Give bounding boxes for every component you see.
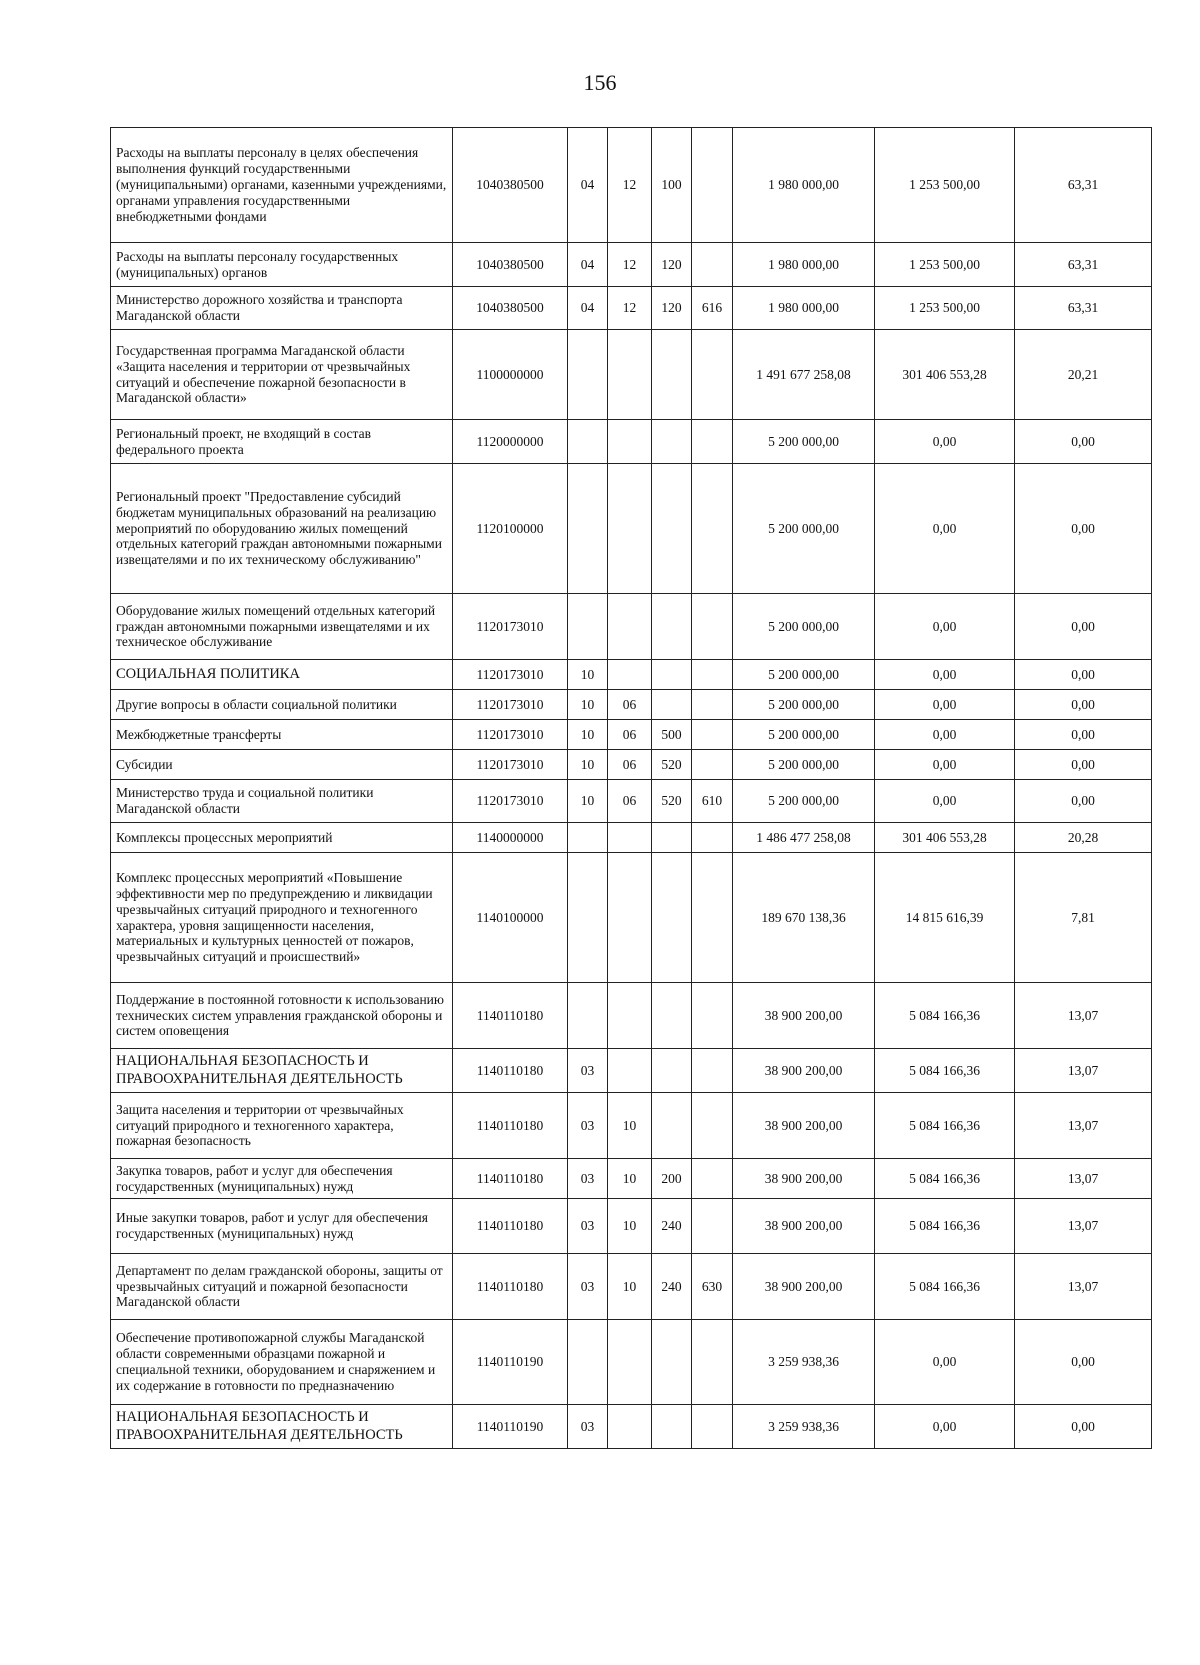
row-code: 1140100000 (453, 853, 568, 983)
row-plan-amount: 189 670 138,36 (733, 853, 875, 983)
row-fact-amount: 1 253 500,00 (875, 243, 1015, 287)
row-plan-amount: 5 200 000,00 (733, 464, 875, 594)
row-expense-type: 200 (652, 1159, 692, 1199)
row-fact-amount: 0,00 (875, 1320, 1015, 1405)
page-number: 156 (583, 70, 617, 95)
row-plan-amount: 1 980 000,00 (733, 128, 875, 243)
row-plan-amount: 38 900 200,00 (733, 1049, 875, 1093)
row-fact-amount: 301 406 553,28 (875, 330, 1015, 420)
row-plan-amount: 38 900 200,00 (733, 1199, 875, 1254)
row-code: 1120173010 (453, 660, 568, 690)
row-plan-amount: 5 200 000,00 (733, 750, 875, 780)
row-percent: 63,31 (1015, 243, 1152, 287)
row-gr (692, 750, 733, 780)
row-section: 10 (568, 720, 608, 750)
table-row (111, 1159, 1152, 1199)
row-percent: 0,00 (1015, 750, 1152, 780)
row-code: 1120173010 (453, 750, 568, 780)
row-gr (692, 983, 733, 1049)
table-row (111, 330, 1152, 420)
row-percent: 0,00 (1015, 420, 1152, 464)
row-plan-amount: 1 486 477 258,08 (733, 823, 875, 853)
row-name: Субсидии (111, 750, 453, 780)
row-percent: 7,81 (1015, 853, 1152, 983)
row-percent: 0,00 (1015, 780, 1152, 823)
row-section (568, 594, 608, 660)
row-gr (692, 823, 733, 853)
row-name: Министерство дорожного хозяйства и транспорта Магаданской области (111, 287, 453, 330)
row-subsection: 12 (608, 128, 652, 243)
row-code: 1120100000 (453, 464, 568, 594)
table-row (111, 660, 1152, 690)
row-subsection (608, 660, 652, 690)
row-section (568, 464, 608, 594)
row-section (568, 823, 608, 853)
row-subsection: 06 (608, 690, 652, 720)
row-gr (692, 1320, 733, 1405)
row-fact-amount: 5 084 166,36 (875, 1199, 1015, 1254)
row-code: 1120000000 (453, 420, 568, 464)
row-subsection (608, 823, 652, 853)
row-expense-type: 520 (652, 750, 692, 780)
table-row (111, 464, 1152, 594)
table-row (111, 128, 1152, 243)
row-gr: 610 (692, 780, 733, 823)
row-fact-amount: 0,00 (875, 594, 1015, 660)
row-subsection (608, 1320, 652, 1405)
table-row (111, 1093, 1152, 1159)
row-percent: 63,31 (1015, 128, 1152, 243)
row-percent: 13,07 (1015, 1254, 1152, 1320)
row-percent: 13,07 (1015, 983, 1152, 1049)
row-fact-amount: 5 084 166,36 (875, 1254, 1015, 1320)
row-gr (692, 1199, 733, 1254)
row-fact-amount: 0,00 (875, 720, 1015, 750)
row-name: Департамент по делам гражданской обороны, защиты от чрезвычайных ситуаций и пожарной безопасности Магаданской области (111, 1254, 453, 1320)
row-section: 03 (568, 1049, 608, 1093)
row-section: 03 (568, 1093, 608, 1159)
row-fact-amount: 301 406 553,28 (875, 823, 1015, 853)
row-section (568, 1320, 608, 1405)
row-plan-amount: 5 200 000,00 (733, 660, 875, 690)
row-percent: 20,21 (1015, 330, 1152, 420)
row-gr (692, 128, 733, 243)
row-fact-amount: 5 084 166,36 (875, 1093, 1015, 1159)
row-expense-type (652, 823, 692, 853)
row-name: Расходы на выплаты персоналу в целях обеспечения выполнения функций государственными (муниципальными) органами, казенными учреждениями, органами управления государственными внебюджетными фондами (111, 128, 453, 243)
row-section: 10 (568, 780, 608, 823)
row-expense-type (652, 1405, 692, 1449)
row-expense-type: 520 (652, 780, 692, 823)
row-expense-type (652, 853, 692, 983)
row-section: 03 (568, 1199, 608, 1254)
row-expense-type (652, 464, 692, 594)
row-gr (692, 594, 733, 660)
row-name: Региональный проект, не входящий в состав федерального проекта (111, 420, 453, 464)
table-row (111, 823, 1152, 853)
row-percent: 20,28 (1015, 823, 1152, 853)
row-expense-type (652, 594, 692, 660)
row-subsection (608, 1405, 652, 1449)
row-subsection: 10 (608, 1199, 652, 1254)
row-plan-amount: 1 980 000,00 (733, 243, 875, 287)
row-expense-type (652, 1320, 692, 1405)
row-name: Государственная программа Магаданской области «Защита населения и территории от чрезвычайных ситуаций и обеспечение пожарной безопасности в Магаданской области» (111, 330, 453, 420)
row-code: 1140110180 (453, 1049, 568, 1093)
row-code: 1140110180 (453, 983, 568, 1049)
row-plan-amount: 5 200 000,00 (733, 594, 875, 660)
row-percent: 13,07 (1015, 1199, 1152, 1254)
row-code: 1120173010 (453, 690, 568, 720)
row-expense-type: 100 (652, 128, 692, 243)
row-expense-type (652, 983, 692, 1049)
row-section (568, 420, 608, 464)
row-gr (692, 720, 733, 750)
row-expense-type (652, 1093, 692, 1159)
row-percent: 13,07 (1015, 1093, 1152, 1159)
row-gr: 616 (692, 287, 733, 330)
row-expense-type (652, 420, 692, 464)
row-plan-amount: 5 200 000,00 (733, 780, 875, 823)
row-plan-amount: 1 980 000,00 (733, 287, 875, 330)
row-percent: 13,07 (1015, 1159, 1152, 1199)
row-section: 04 (568, 287, 608, 330)
row-code: 1100000000 (453, 330, 568, 420)
row-gr (692, 690, 733, 720)
row-subsection: 10 (608, 1254, 652, 1320)
row-plan-amount: 38 900 200,00 (733, 1159, 875, 1199)
row-code: 1140110180 (453, 1254, 568, 1320)
row-percent: 0,00 (1015, 1320, 1152, 1405)
row-subsection (608, 853, 652, 983)
row-name: Другие вопросы в области социальной политики (111, 690, 453, 720)
row-section: 04 (568, 243, 608, 287)
budget-table (110, 127, 1152, 1449)
row-fact-amount: 1 253 500,00 (875, 287, 1015, 330)
table-row (111, 1254, 1152, 1320)
row-name: Иные закупки товаров, работ и услуг для обеспечения государственных (муниципальных) нужд (111, 1199, 453, 1254)
row-fact-amount: 0,00 (875, 690, 1015, 720)
row-subsection (608, 330, 652, 420)
row-expense-type (652, 330, 692, 420)
table-row (111, 1405, 1152, 1449)
row-section: 10 (568, 660, 608, 690)
row-gr (692, 853, 733, 983)
row-percent: 0,00 (1015, 464, 1152, 594)
row-code: 1040380500 (453, 287, 568, 330)
row-fact-amount: 0,00 (875, 750, 1015, 780)
table-row (111, 287, 1152, 330)
row-subsection: 06 (608, 750, 652, 780)
row-percent: 63,31 (1015, 287, 1152, 330)
row-section: 03 (568, 1159, 608, 1199)
row-subsection: 06 (608, 720, 652, 750)
row-name: Межбюджетные трансферты (111, 720, 453, 750)
row-fact-amount: 0,00 (875, 1405, 1015, 1449)
table-row (111, 1199, 1152, 1254)
row-name: Закупка товаров, работ и услуг для обеспечения государственных (муниципальных) нужд (111, 1159, 453, 1199)
row-subsection (608, 983, 652, 1049)
row-percent: 0,00 (1015, 660, 1152, 690)
row-gr (692, 660, 733, 690)
row-percent: 0,00 (1015, 690, 1152, 720)
row-name: НАЦИОНАЛЬНАЯ БЕЗОПАСНОСТЬ И ПРАВООХРАНИТЕЛЬНАЯ ДЕЯТЕЛЬНОСТЬ (111, 1405, 453, 1449)
row-expense-type (652, 1049, 692, 1093)
row-plan-amount: 5 200 000,00 (733, 720, 875, 750)
row-name: СОЦИАЛЬНАЯ ПОЛИТИКА (111, 660, 453, 690)
row-code: 1040380500 (453, 243, 568, 287)
row-code: 1040380500 (453, 128, 568, 243)
row-expense-type: 500 (652, 720, 692, 750)
row-plan-amount: 1 491 677 258,08 (733, 330, 875, 420)
row-fact-amount: 5 084 166,36 (875, 983, 1015, 1049)
row-gr (692, 1049, 733, 1093)
row-expense-type (652, 660, 692, 690)
row-section: 03 (568, 1254, 608, 1320)
row-section: 10 (568, 750, 608, 780)
row-subsection: 12 (608, 287, 652, 330)
row-expense-type: 120 (652, 243, 692, 287)
table-row (111, 1049, 1152, 1093)
row-section: 10 (568, 690, 608, 720)
row-name: Региональный проект "Предоставление субсидий бюджетам муниципальных образований на реализацию мероприятий по оборудованию жилых помещений отдельных категорий граждан автономными пожарными извещателями и по их техническому обслуживанию" (111, 464, 453, 594)
row-fact-amount: 1 253 500,00 (875, 128, 1015, 243)
row-percent: 13,07 (1015, 1049, 1152, 1093)
row-name: Защита населения и территории от чрезвычайных ситуаций природного и техногенного характера, пожарная безопасность (111, 1093, 453, 1159)
row-name: Обеспечение противопожарной службы Магаданской области современными образцами пожарной и специальной техники, оборудованием и снаряжением и их содержание в готовности по предназначению (111, 1320, 453, 1405)
table-row (111, 780, 1152, 823)
row-subsection: 12 (608, 243, 652, 287)
row-code: 1140000000 (453, 823, 568, 853)
row-percent: 0,00 (1015, 1405, 1152, 1449)
row-code: 1120173010 (453, 720, 568, 750)
row-fact-amount: 5 084 166,36 (875, 1159, 1015, 1199)
row-expense-type: 120 (652, 287, 692, 330)
row-code: 1140110180 (453, 1093, 568, 1159)
table-row (111, 853, 1152, 983)
row-gr: 630 (692, 1254, 733, 1320)
row-subsection (608, 1049, 652, 1093)
row-fact-amount: 0,00 (875, 464, 1015, 594)
row-gr (692, 243, 733, 287)
row-name: Расходы на выплаты персоналу государственных (муниципальных) органов (111, 243, 453, 287)
row-subsection (608, 464, 652, 594)
row-plan-amount: 5 200 000,00 (733, 690, 875, 720)
row-subsection (608, 420, 652, 464)
row-gr (692, 1159, 733, 1199)
row-code: 1140110180 (453, 1159, 568, 1199)
row-name: НАЦИОНАЛЬНАЯ БЕЗОПАСНОСТЬ И ПРАВООХРАНИТЕЛЬНАЯ ДЕЯТЕЛЬНОСТЬ (111, 1049, 453, 1093)
row-gr (692, 1093, 733, 1159)
row-section (568, 983, 608, 1049)
row-fact-amount: 0,00 (875, 660, 1015, 690)
row-code: 1140110180 (453, 1199, 568, 1254)
row-section: 03 (568, 1405, 608, 1449)
row-expense-type: 240 (652, 1254, 692, 1320)
row-section (568, 853, 608, 983)
row-section: 04 (568, 128, 608, 243)
row-section (568, 330, 608, 420)
row-plan-amount: 38 900 200,00 (733, 1093, 875, 1159)
row-name: Комплекс процессных мероприятий «Повышение эффективности мер по предупреждению и ликвидации чрезвычайных ситуаций природного и техногенного характера, уровня защищенности населения, материальных и культурных ценностей от пожаров, чрезвычайных ситуаций и происшествий» (111, 853, 453, 983)
row-plan-amount: 38 900 200,00 (733, 983, 875, 1049)
row-expense-type: 240 (652, 1199, 692, 1254)
row-fact-amount: 0,00 (875, 420, 1015, 464)
row-code: 1140110190 (453, 1405, 568, 1449)
row-expense-type (652, 690, 692, 720)
row-percent: 0,00 (1015, 594, 1152, 660)
row-subsection (608, 594, 652, 660)
row-subsection: 10 (608, 1159, 652, 1199)
row-subsection: 06 (608, 780, 652, 823)
table-row (111, 1320, 1152, 1405)
row-name: Оборудование жилых помещений отдельных категорий граждан автономными пожарными извещателями и их техническое обслуживание (111, 594, 453, 660)
row-subsection: 10 (608, 1093, 652, 1159)
row-plan-amount: 3 259 938,36 (733, 1320, 875, 1405)
row-gr (692, 420, 733, 464)
row-name: Поддержание в постоянной готовности к использованию технических систем управления гражданской обороны и систем оповещения (111, 983, 453, 1049)
row-fact-amount: 0,00 (875, 780, 1015, 823)
table-row (111, 594, 1152, 660)
row-code: 1140110190 (453, 1320, 568, 1405)
row-fact-amount: 5 084 166,36 (875, 1049, 1015, 1093)
row-plan-amount: 3 259 938,36 (733, 1405, 875, 1449)
row-gr (692, 330, 733, 420)
row-gr (692, 464, 733, 594)
table-row (111, 750, 1152, 780)
row-name: Комплексы процессных мероприятий (111, 823, 453, 853)
row-code: 1120173010 (453, 780, 568, 823)
row-name: Министерство труда и социальной политики Магаданской области (111, 780, 453, 823)
row-code: 1120173010 (453, 594, 568, 660)
table-row (111, 983, 1152, 1049)
table-row (111, 720, 1152, 750)
table-row (111, 420, 1152, 464)
table-row (111, 243, 1152, 287)
row-plan-amount: 38 900 200,00 (733, 1254, 875, 1320)
table-row (111, 690, 1152, 720)
row-gr (692, 1405, 733, 1449)
row-plan-amount: 5 200 000,00 (733, 420, 875, 464)
row-fact-amount: 14 815 616,39 (875, 853, 1015, 983)
row-percent: 0,00 (1015, 720, 1152, 750)
